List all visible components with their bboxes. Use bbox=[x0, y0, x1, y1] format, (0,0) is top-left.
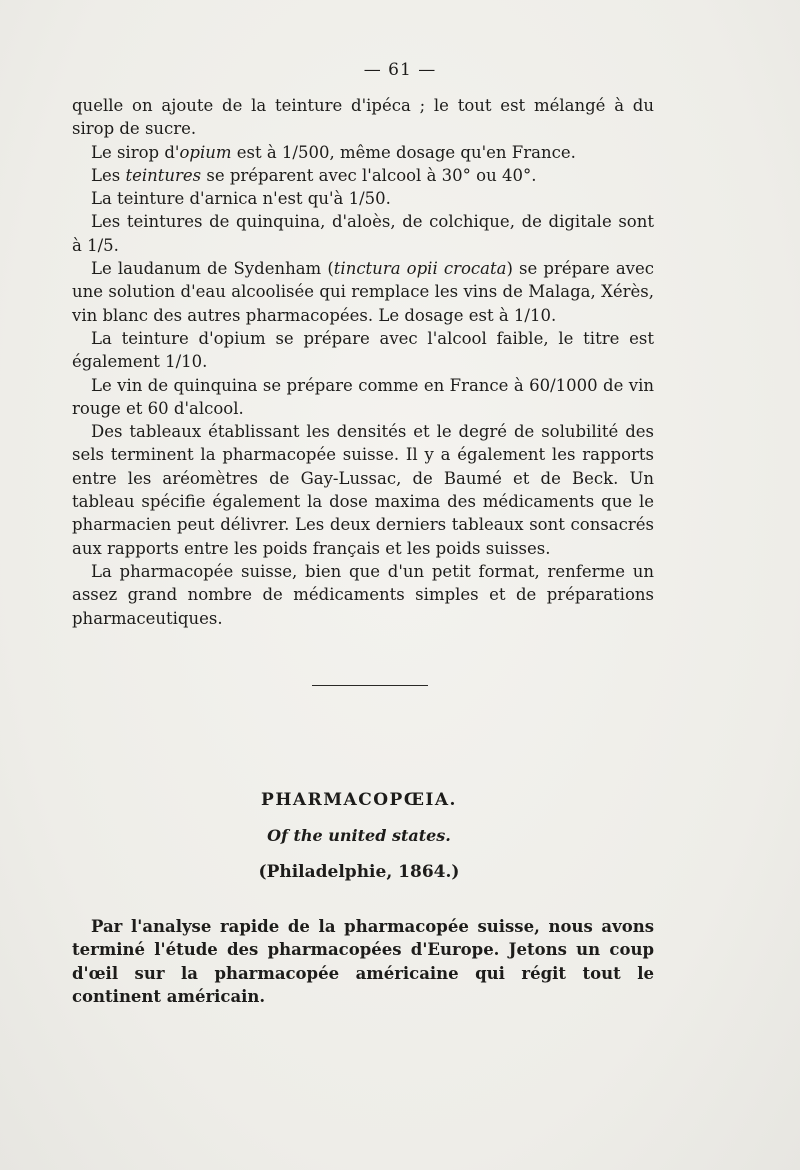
text-segment: La teinture d'arnica n'est qu'à 1/50. bbox=[91, 189, 391, 209]
text-segment: Le vin de quinquina se prépare comme en France à 60/1000 de vin rouge et 60 d'alcool. bbox=[72, 375, 654, 418]
text-segment: Les bbox=[91, 165, 126, 185]
text-segment: est à 1/500, même dosage qu'en France. bbox=[231, 142, 576, 162]
paragraph bbox=[72, 141, 654, 164]
section-subtitle: Of the united states. bbox=[267, 826, 451, 845]
italic-text: tinctura opii crocata bbox=[333, 259, 507, 279]
paragraph bbox=[72, 420, 654, 560]
italic-text: opium bbox=[179, 142, 232, 162]
paragraph bbox=[72, 164, 654, 187]
text-segment: ) se prépare avec une solution d'eau alcoolisée qui remplace les vins de Malaga, Xérès, vin blanc des autres pharmacopées. Le dosage est à 1/10. bbox=[72, 259, 655, 325]
text-segment: La teinture d'opium se prépare avec l'alcool faible, le titre est également 1/10. bbox=[72, 328, 654, 372]
text-segment: se préparent avec l'alcool à 30° ou 40°. bbox=[201, 165, 537, 185]
intro-text bbox=[72, 915, 654, 1008]
intro-paragraph: Par l'analyse rapide de la pharmacopée suisse, nous avons terminé l'étude des pharmacopées d'Europe. Jetons un coup d'œil sur la pharmacopée américaine qui régit tout le continent américain. bbox=[72, 917, 654, 1006]
paragraph bbox=[72, 187, 654, 210]
text-segment: quelle on ajoute de la teinture d'ipéca ; le tout est mélangé à du sirop de sucre. bbox=[72, 96, 654, 139]
section-title: PHARMACOPŒIA. bbox=[261, 790, 457, 810]
section-divider bbox=[312, 685, 428, 686]
text-segment: Les teintures de quinquina, d'aloès, de colchique, de digitale sont à 1/5. bbox=[72, 212, 654, 255]
text-segment: Le laudanum de Sydenham ( bbox=[91, 259, 334, 279]
section-place: (Philadelphie, 1864.) bbox=[258, 862, 460, 882]
paragraph bbox=[72, 210, 654, 257]
paragraph bbox=[72, 560, 654, 630]
paragraph bbox=[72, 94, 654, 141]
page-number: — 61 — bbox=[363, 60, 437, 80]
paragraph bbox=[72, 374, 654, 421]
paragraph bbox=[72, 257, 654, 327]
body-text bbox=[72, 94, 654, 630]
text-segment: Des tableaux établissant les densités et le degré de solubilité des sels terminent la pharmacopée suisse. Il y a également les rapports entre les aréomètres de Gay-Lussac, de Baumé et de Beck. Un tableau spécifie également la dose maxima des médicaments que le pharmacien peut délivrer. Les deux derniers tableaux sont consacrés aux rapports entre les poids français et les poids suisses. bbox=[72, 422, 654, 558]
paragraph bbox=[72, 327, 654, 374]
text-segment: La pharmacopée suisse, bien que d'un petit format, renferme un assez grand nombre de médicaments simples et de préparations pharmaceutiques. bbox=[72, 561, 654, 628]
text-segment: Le sirop d' bbox=[91, 142, 180, 162]
italic-text: teintures bbox=[125, 165, 202, 185]
